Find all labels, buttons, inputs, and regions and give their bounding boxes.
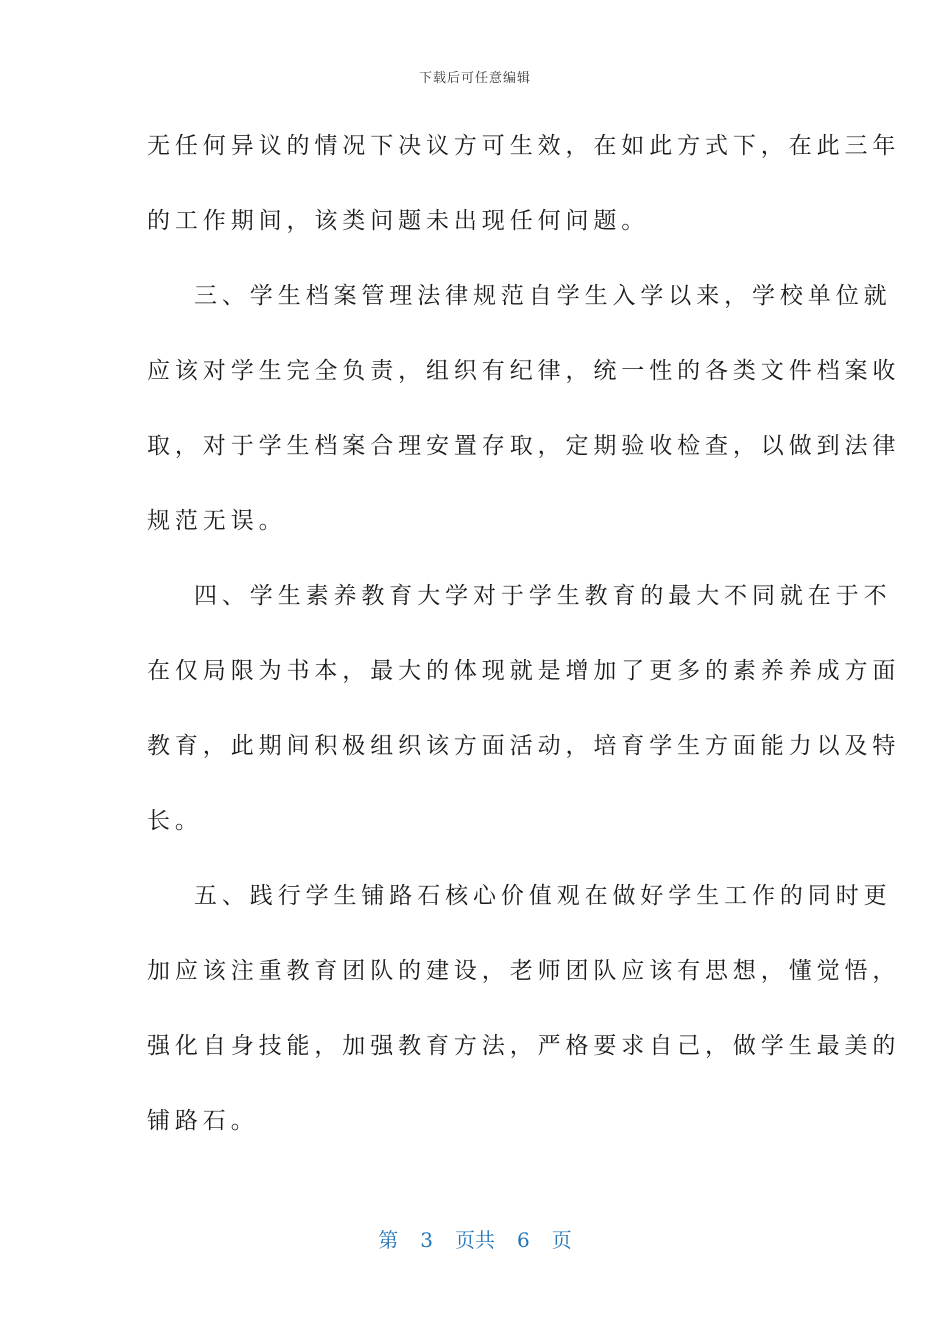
page-label-mid: 页共 xyxy=(455,1228,495,1252)
page-label-prefix: 第 xyxy=(378,1228,399,1252)
text-line: 无任何异议的情况下决议方可生效，在如此方式下，在此三年 xyxy=(147,133,901,159)
page-footer xyxy=(0,1224,950,1253)
text-line: 应该对学生完全负责，组织有纪律，统一性的各类文件档案收 xyxy=(147,358,901,384)
document-body xyxy=(147,122,901,1172)
text-line: 五、践行学生铺路石核心价值观在做好学生工作的同时更 xyxy=(194,883,892,909)
text-line: 的工作期间，该类问题未出现任何问题。 xyxy=(147,208,650,234)
text-line: 教育，此期间积极组织该方面活动，培育学生方面能力以及特 xyxy=(147,733,901,759)
total-pages-number: 6 xyxy=(517,1228,530,1252)
text-line: 在仅局限为书本，最大的体现就是增加了更多的素养养成方面 xyxy=(147,658,901,684)
text-line: 四、学生素养教育大学对于学生教育的最大不同就在于不 xyxy=(194,583,892,609)
current-page-number: 3 xyxy=(420,1228,433,1252)
text-line: 加应该注重教育团队的建设，老师团队应该有思想，懂觉悟， xyxy=(147,958,901,984)
text-line: 规范无误。 xyxy=(147,508,287,534)
text-line: 三、学生档案管理法律规范自学生入学以来，学校单位就 xyxy=(194,283,892,309)
page-header: 下载后可任意编辑 xyxy=(418,71,531,86)
page-label-suffix: 页 xyxy=(551,1228,572,1252)
text-line: 铺路石。 xyxy=(147,1108,259,1134)
text-line: 强化自身技能，加强教育方法，严格要求自己，做学生最美的 xyxy=(147,1033,901,1059)
text-line: 取，对于学生档案合理安置存取，定期验收检查，以做到法律 xyxy=(147,433,901,459)
text-line: 长。 xyxy=(147,808,203,834)
